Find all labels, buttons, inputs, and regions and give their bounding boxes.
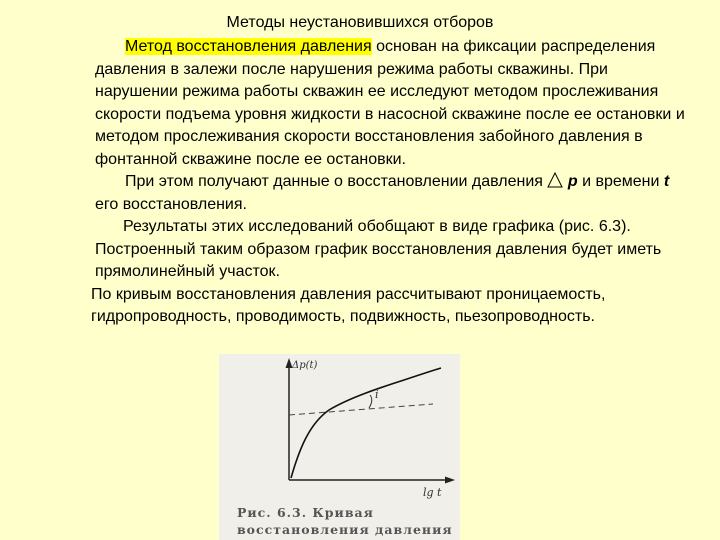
symbol-p: p [567,173,578,190]
paragraph-2-and: и времени [577,173,664,190]
paragraph-2-end: его восстановления. [95,195,247,213]
x-axis-arrow [445,477,455,484]
paragraph-data-obtained [95,171,695,216]
recovery-curve [291,368,441,478]
angle-label: i [375,388,379,401]
slide-title: Методы неустановившихся отборов [226,14,494,31]
delta-triangle-icon [547,172,563,188]
figure-pressure-recovery [219,354,460,540]
paragraph-2-text: При этом получают данные о восстановлении давления [125,173,548,190]
symbol-t: t [663,173,670,190]
x-axis-label: lg t [423,486,442,499]
paragraph-method-description [95,36,695,171]
highlighted-term: Метод восстановления давления [125,38,372,55]
figure-caption: Рис. 6.3. Кривая восстановления давления [237,505,453,537]
y-axis-label: Δp(t) [292,360,318,371]
pressure-recovery-plot [219,354,460,504]
angle-arc [369,395,372,408]
slide-body [91,36,695,329]
paragraph-calculations: По кривым восстановления давления рассчитывают проницаемость, гидропроводность, проводимость, подвижность, пьезопроводность. [91,285,606,325]
straight-line-segment [289,404,433,415]
paragraph-1-text: основан на фиксации распределения давления в залежи после нарушения режима работы скважины. При нарушении режима работы скважин ее исследуют методом прослеживания скорости подъема уровня жидкости в насосной скважине после ее остановки и методом прослеживания скорости восстановления забойного давления в фонтанной скважине после ее остановки. [95,38,685,168]
paragraph-results: Результаты этих исследований обобщают в виде графика (рис. 6.3). Построенный таким образом график восстановления давления будет иметь прямолинейный участок. [95,218,662,280]
